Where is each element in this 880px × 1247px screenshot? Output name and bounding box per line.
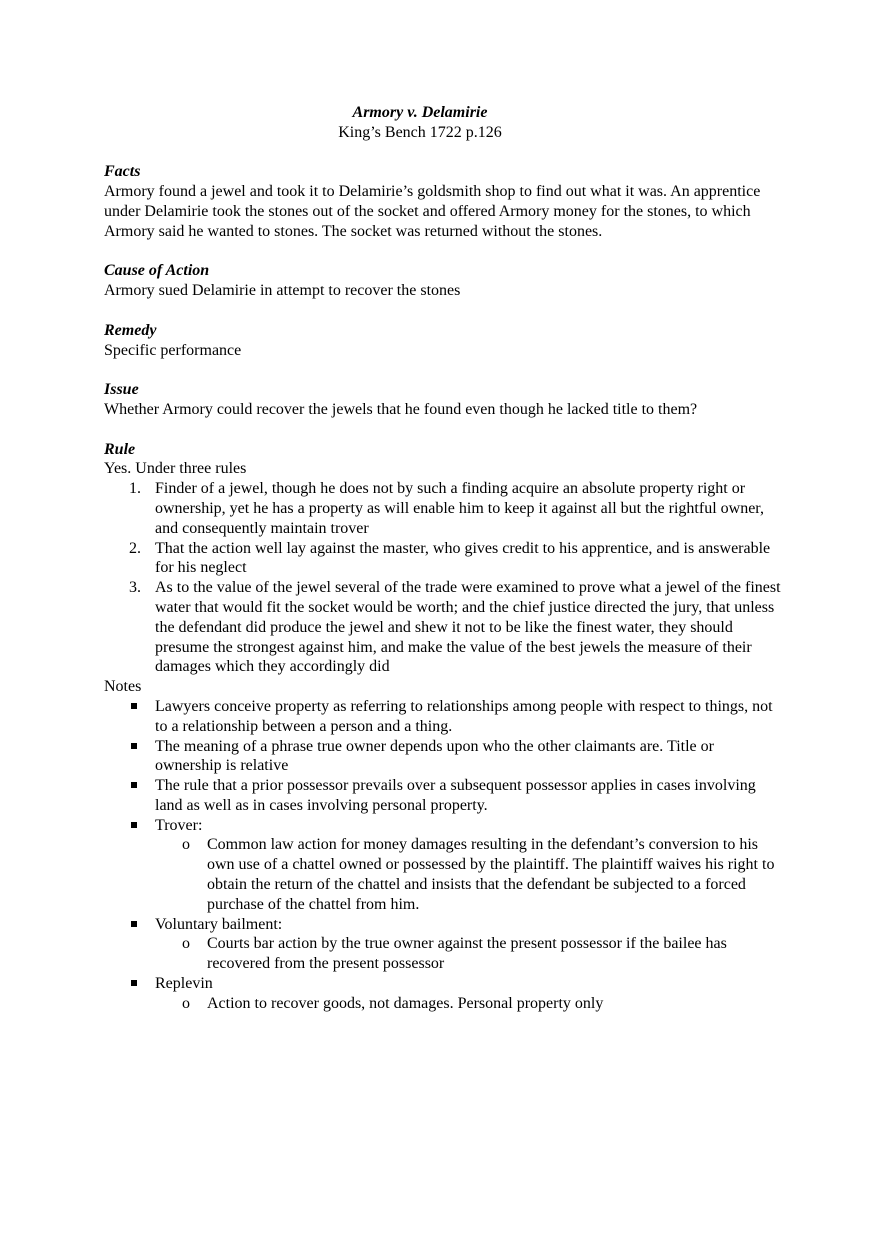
note-sublist: [155, 835, 784, 914]
case-title: Armory v. Delamirie: [352, 104, 488, 121]
rule-number: 2.: [129, 539, 141, 557]
note-item: [104, 816, 784, 915]
case-citation: King’s Bench 1722 p.126: [338, 123, 502, 141]
issue-heading: Issue: [104, 381, 139, 399]
remedy-section: [104, 321, 784, 361]
rule-item: [104, 539, 784, 579]
note-subtext: Courts bar action by the true owner against the present possessor if the bailee has recovered from the present possessor: [207, 935, 727, 973]
issue-text: Whether Armory could recover the jewels that he found even though he lacked title to them?: [104, 400, 698, 418]
issue-section: [104, 380, 784, 420]
circle-bullet-icon: o: [182, 994, 190, 1012]
remedy-heading: Remedy: [104, 321, 157, 339]
rule-item: [104, 479, 784, 538]
document-body: [104, 103, 784, 1014]
rule-number: 3.: [129, 579, 141, 597]
note-item: [104, 737, 784, 777]
cause-text: Armory sued Delamirie in attempt to recover the stones: [104, 282, 461, 300]
title-block: [104, 103, 736, 143]
circle-bullet-icon: o: [182, 836, 190, 854]
circle-bullet-icon: o: [182, 935, 190, 953]
square-bullet-icon: [131, 822, 137, 828]
rule-section: [104, 440, 784, 1014]
note-sublist: [155, 994, 784, 1014]
note-subitem: [155, 994, 784, 1014]
square-bullet-icon: [131, 703, 137, 709]
rule-list: [104, 479, 784, 677]
notes-list: [104, 697, 784, 1014]
note-item: [104, 974, 784, 1014]
note-sublist: [155, 934, 784, 974]
square-bullet-icon: [131, 921, 137, 927]
note-text: The rule that a prior possessor prevails over a subsequent possessor applies in cases involving land as well as in cases involving personal property.: [155, 777, 756, 814]
facts-text: Armory found a jewel and took it to Delamirie’s goldsmith shop to find out what it was. An apprentice under Delamirie took the stones out of the socket and offered Armory money for the stones, to which Armory said he wanted to stones. The socket was returned without the stones.: [104, 183, 761, 240]
note-subtext: Common law action for money damages resulting in the defendant’s conversion to his own use of a chattel owned or possessed by the plaintiff. The plaintiff waives his right to obtain the return of the chattel and insists that the defendant be subjected to a forced purchase of the chattel from him.: [207, 836, 775, 913]
note-item: [104, 697, 784, 737]
facts-heading: Facts: [104, 163, 141, 181]
note-subitem: [155, 835, 784, 914]
note-text: The meaning of a phrase true owner depends upon who the other claimants are. Title or ownership is relative: [155, 737, 714, 775]
rule-intro: Yes. Under three rules: [104, 460, 247, 478]
note-item: [104, 915, 784, 974]
rule-item: [104, 578, 784, 677]
rule-text: Finder of a jewel, though he does not by such a finding acquire an absolute property right or ownership, yet he has a property as will enable him to keep it against all but the rightful owner, and consequently maintain trover: [155, 480, 764, 537]
note-text: Replevin: [155, 975, 213, 993]
note-subtext: Action to recover goods, not damages. Personal property only: [207, 994, 604, 1012]
rule-number: 1.: [129, 480, 141, 498]
square-bullet-icon: [131, 782, 137, 788]
note-text: Trover:: [155, 816, 203, 834]
rule-heading: Rule: [104, 440, 136, 458]
rule-text: As to the value of the jewel several of the trade were examined to prove what a jewel of the finest water that would fit the socket would be worth; and the chief justice directed the jury, that unless the defendant did produce the jewel and shew it not to be like the finest water, they should presume the strongest against him, and make the value of the best jewels the measure of their damages which they accordingly did: [155, 579, 781, 676]
square-bullet-icon: [131, 980, 137, 986]
note-subitem: [155, 934, 784, 974]
cause-section: [104, 261, 784, 301]
square-bullet-icon: [131, 743, 137, 749]
note-item: [104, 776, 784, 816]
remedy-text: Specific performance: [104, 341, 242, 359]
notes-heading: Notes: [104, 678, 142, 696]
note-text: Voluntary bailment:: [155, 915, 283, 933]
note-text: Lawyers conceive property as referring to relationships among people with respect to things, not to a relationship between a person and a thing.: [155, 697, 773, 735]
facts-section: [104, 162, 784, 241]
rule-text: That the action well lay against the master, who gives credit to his apprentice, and is answerable for his neglect: [155, 539, 771, 577]
cause-heading: Cause of Action: [104, 262, 210, 280]
